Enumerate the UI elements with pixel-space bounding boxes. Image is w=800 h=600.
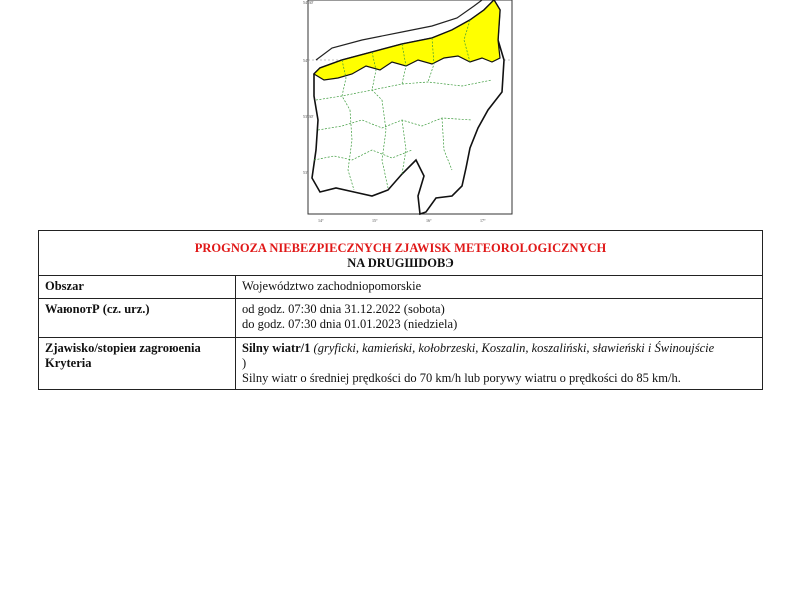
lon-label: 17° (480, 218, 486, 223)
affected-areas: (gryficki, kamieński, kołobrzeski, Koszalin, koszaliński, sławieński i Świnoujście (313, 341, 715, 355)
lat-label: 54° (303, 58, 309, 63)
map-svg (302, 0, 517, 224)
lon-label: 15° (372, 218, 378, 223)
waznosc-value (236, 299, 763, 338)
affected-areas-close: ) (242, 356, 247, 370)
lat-label: 53°30' (303, 114, 314, 119)
table-header-row (39, 231, 763, 276)
lat-label: 54°30' (303, 0, 314, 5)
table-title-cell (39, 231, 763, 276)
lon-label: 16° (426, 218, 432, 223)
warning-table (38, 230, 763, 390)
lon-label: 14° (318, 218, 324, 223)
page-title: PROGNOZA NIEBEZPIECZNYCH ZJAWISK METEOROLOGICZNYCH (194, 241, 607, 255)
zjawisko-label-line1: Zjawisko/stopieи zagroюenia (45, 341, 201, 355)
zjawisko-label-line2: Kryteria (45, 356, 92, 370)
table-row (39, 276, 763, 299)
table-row (39, 338, 763, 390)
zjawisko-value (236, 338, 763, 390)
valid-from: od godz. 07:30 dnia 31.12.2022 (sobota) (242, 302, 445, 316)
voivodeship-map (302, 0, 517, 224)
obszar-value: Województwo zachodniopomorskie (236, 276, 763, 299)
lat-label: 53° (303, 170, 309, 175)
obszar-label: Obszar (39, 276, 236, 299)
valid-to: do godz. 07:30 dnia 01.01.2023 (niedziela) (242, 317, 458, 331)
zjawisko-label (39, 338, 236, 390)
phenomenon-name: Silny wiatr/1 (242, 341, 311, 355)
page-subtitle: NA DRUGШDOBЭ (347, 256, 454, 270)
waznosc-label: WaюnoтР (cz. urz.) (39, 299, 236, 338)
criteria-text: Silny wiatr o średniej prędkości do 70 km/h lub porywy wiatru o prędkości do 85 km/h. (242, 371, 681, 385)
table-row (39, 299, 763, 338)
